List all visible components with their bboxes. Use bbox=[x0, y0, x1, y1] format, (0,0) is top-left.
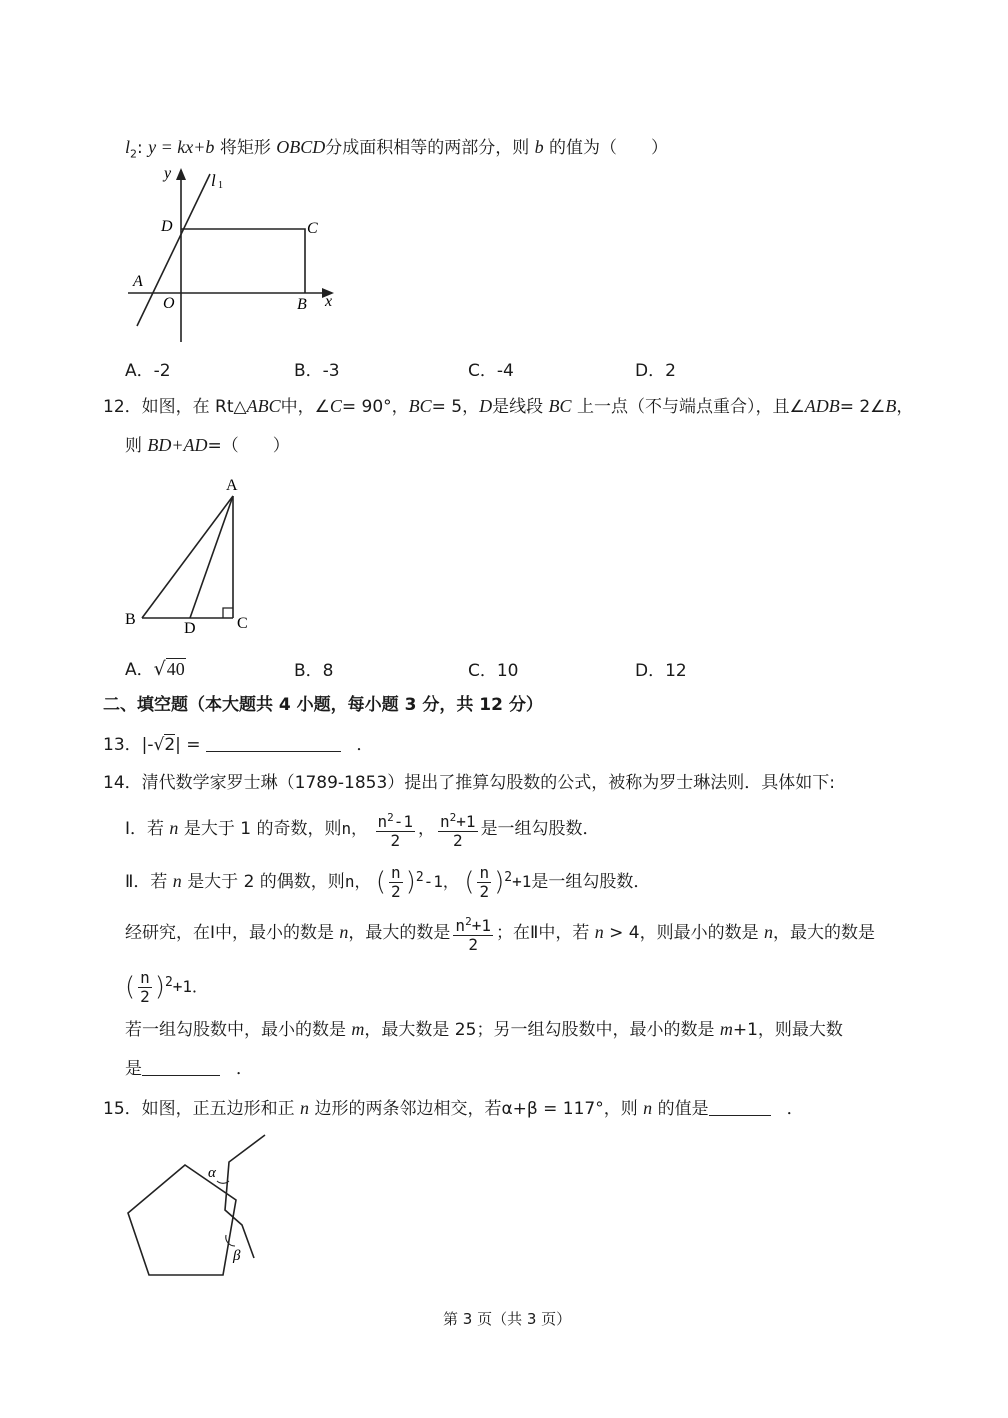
q11-label-C: C bbox=[307, 220, 318, 237]
q12-option-d: D．12 bbox=[635, 661, 687, 681]
q15-label-alpha: α bbox=[208, 1165, 216, 1181]
sqrt-sign-icon: √ bbox=[153, 735, 165, 755]
q14-frac-2: $\frac{n^2+1}{2}$ bbox=[440, 810, 476, 850]
q11-label-x: x bbox=[325, 293, 333, 310]
q14-frac-1: $\frac{n^2-1}{2}$ bbox=[377, 810, 414, 850]
q11-figure bbox=[120, 160, 350, 350]
q12-stem-line1: 12．如图，在 Rt△ABC中，∠C= 90°，BC= 5，D是线段 BC 上一点（不与端点重合），且∠ADB= 2∠B， bbox=[103, 396, 914, 417]
q14-rule1: Ⅰ．若 n 是大于 1 的奇数，则n， $\frac{n^2-1}{2}$ ， $\frac{n^2+1}{2}$ 是一组勾股数． bbox=[125, 810, 600, 850]
q12-figure bbox=[120, 472, 260, 637]
q11-label-B: B bbox=[297, 296, 307, 313]
q11-option-d: D．2 bbox=[635, 361, 676, 381]
q11-label-A: A bbox=[133, 273, 143, 290]
q12-label-A: A bbox=[226, 477, 238, 494]
q15-label-beta: β bbox=[233, 1248, 241, 1264]
q14-answer-blank[interactable] bbox=[142, 1058, 220, 1076]
q15-figure bbox=[118, 1125, 278, 1285]
q14-question-line2: 是 ． bbox=[125, 1059, 253, 1079]
q14-frac-4: $\frac{n}{2}$ bbox=[479, 862, 490, 901]
section-title: 二、填空题（本大题共 4 小题，每小题 3 分，共 12 分） bbox=[103, 695, 543, 715]
q11-option-a: A．-2 bbox=[125, 361, 171, 381]
q12-option-a: A．√40 bbox=[125, 658, 185, 680]
q15-answer-blank[interactable] bbox=[709, 1098, 771, 1116]
q11-label-l1-sub: 1 bbox=[218, 180, 223, 191]
q11-label-O: O bbox=[163, 295, 175, 312]
q11-label-y: y bbox=[164, 165, 172, 182]
q14-study-line1: 经研究，在Ⅰ中，最小的数是 n，最大的数是 $\frac{n^2+1}{2}$ ；在Ⅱ中，若 n > 4，则最小的数是 n，最大的数是 bbox=[125, 914, 876, 954]
q14-frac-6: $\frac{n}{2}$ bbox=[140, 967, 150, 1006]
q15-stem: 15．如图，正五边形和正 n 边形的两条邻边相交，若α+β = 117°，则 n 的值是 ． bbox=[103, 1098, 804, 1119]
q12-label-C: C bbox=[237, 615, 248, 632]
q11-label-D: D bbox=[161, 218, 173, 235]
q12-label-B: B bbox=[125, 611, 136, 628]
q12-stem-line2: 则 BD+AD=（ ） bbox=[125, 435, 290, 456]
q11-stem: $l_2$: y = kx+b 将矩形 OBCD分成面积相等的两部分，则 b 的值为（ ） bbox=[125, 137, 669, 161]
q14-question-line1: 若一组勾股数中，最小的数是 m，最大数是 25；另一组勾股数中，最小的数是 m+1，则最大数 bbox=[125, 1019, 843, 1040]
q11-option-c: C．-4 bbox=[468, 361, 514, 381]
q14-study-line2: ( $\frac{n}{2}$ )$^2$+1． bbox=[125, 967, 209, 1006]
q14-rule2: Ⅱ．若 n 是大于 2 的偶数，则n， ( $\frac{n}{2}$ )$^2$-1， ( $\frac{n}{2}$ )$^2$+1是一组勾股数． bbox=[125, 862, 651, 901]
q12-option-c: C．10 bbox=[468, 661, 519, 681]
q14-intro: 14．清代数学家罗士琳（1789-1853）提出了推算勾股数的公式，被称为罗士琳法则．具体如下: bbox=[103, 773, 836, 793]
q11-option-b: B．-3 bbox=[294, 361, 340, 381]
sqrt-sign-icon: √ bbox=[153, 658, 166, 680]
q11-label-l1: l bbox=[211, 171, 216, 190]
q13-answer-blank[interactable] bbox=[206, 734, 341, 752]
q12-option-b: B．8 bbox=[294, 661, 334, 681]
q13: 13．|-√2| = ． bbox=[103, 735, 374, 755]
q12-label-D: D bbox=[184, 620, 196, 637]
q14-frac-3: $\frac{n}{2}$ bbox=[391, 862, 401, 901]
q14-frac-5: $\frac{n^2+1}{2}$ bbox=[455, 914, 491, 954]
page-footer: 第 3 页（共 3 页） bbox=[443, 1310, 572, 1328]
